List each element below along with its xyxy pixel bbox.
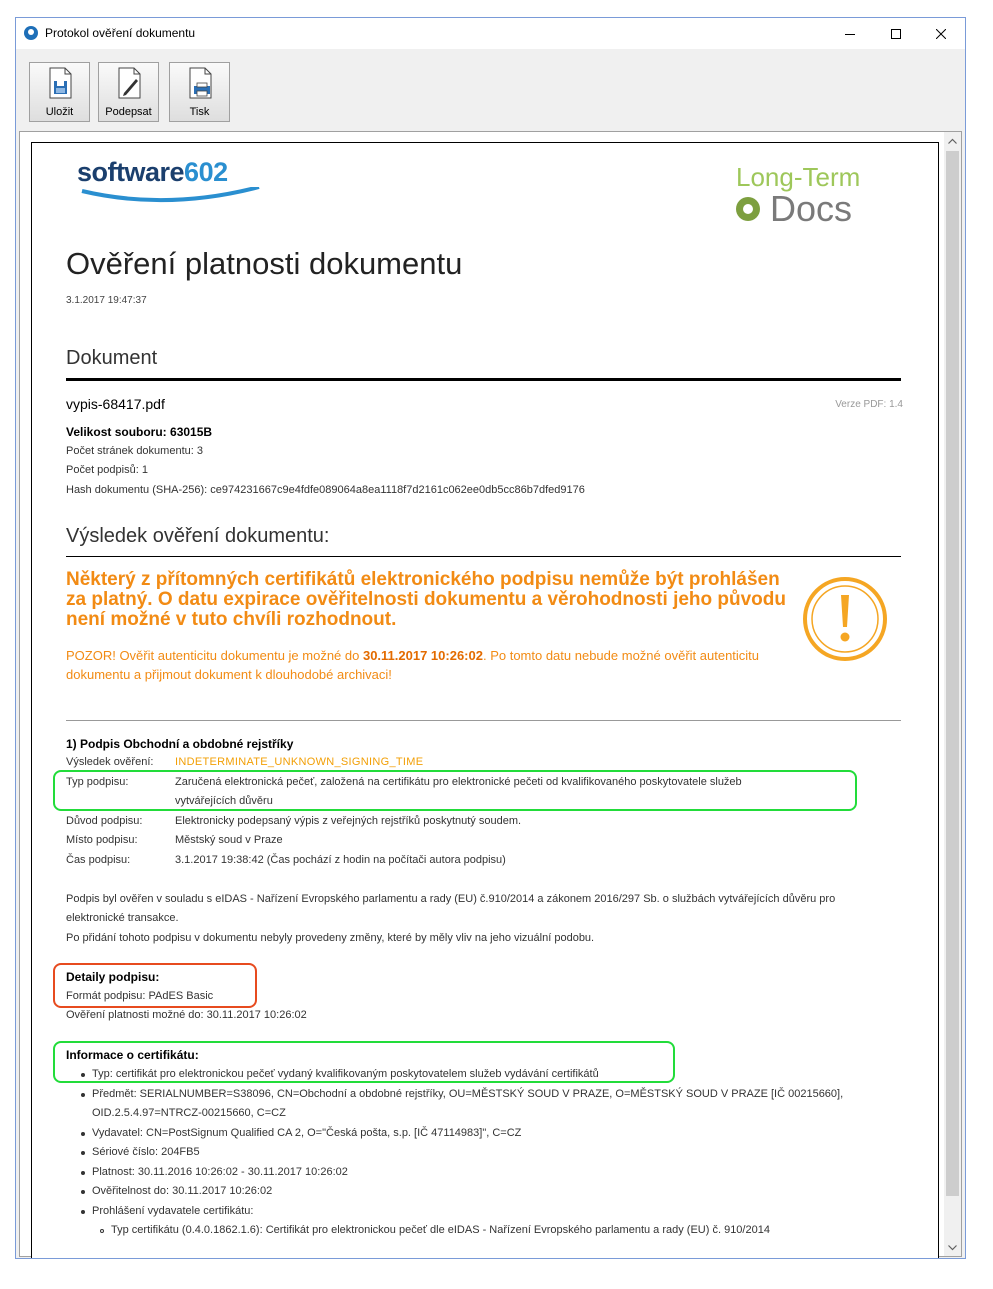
page-title: Ověření platnosti dokumentu	[66, 246, 463, 281]
close-icon	[936, 29, 946, 39]
sign-button[interactable]	[98, 62, 159, 122]
warning-notice: POZOR! Ověřit autenticitu dokumentu je možné do 30.11.2017 10:26:02. Po tomto datu nebude možné ověřit autenticitu dokumentu a přijmout dokument k dlouhodobé archivaci!	[66, 648, 760, 682]
unchanged-statement: Po přidání tohoto podpisu v dokumentu nebyly provedeny změny, které by měly vliv na jeho vizuální podobu.	[66, 932, 595, 944]
place-label: Místo podpisu:	[66, 834, 138, 846]
type-label: Typ podpisu:	[66, 776, 129, 788]
cert-subject-cont: OID.2.5.4.97=NTRCZ-00215660, C=CZ	[92, 1107, 286, 1119]
divider	[66, 556, 901, 557]
details-title: Detaily podpisu:	[66, 970, 160, 984]
bullet	[81, 1190, 85, 1194]
cert-statement-type: Typ certifikátu (0.4.0.1862.1.6): Certifikát pro elektronickou pečeť dle eIDAS - Nařízení Evropského parlamentu a rady (EU) č. 910/2014	[111, 1224, 770, 1236]
reason-label: Důvod podpisu:	[66, 815, 143, 827]
highlight-certificate-info	[53, 1041, 675, 1083]
maximize-button[interactable]	[873, 18, 918, 49]
place-value: Městský soud v Praze	[175, 834, 283, 846]
maximize-icon	[891, 29, 901, 39]
divider	[66, 720, 901, 721]
chevron-up-icon	[948, 138, 957, 144]
highlight-signature-details	[53, 963, 257, 1008]
sign-label: Podepsat	[105, 106, 152, 118]
warning-title: Některý z přítomných certifikátů elektronického podpisu nemůže být prohlášen za platný. O datu expirace ověřitelnosti dokumentu a věrohodnosti jeho původu není možné v tuto chvíli rozhodnout.	[66, 569, 786, 630]
file-size: Velikost souboru: 63015B	[66, 425, 213, 439]
app-icon	[24, 26, 38, 40]
signature-count: Počet podpisů: 1	[66, 464, 148, 476]
document-hash: Hash dokumentu (SHA-256): ce974231667c9e4fdfe089064a8ea1118f7d2161c062ee0db5cc86b7dfed9176	[66, 484, 585, 496]
save-label: Uložit	[45, 106, 74, 118]
divider	[66, 378, 901, 381]
file-name: vypis-68417.pdf	[66, 396, 165, 412]
minimize-button[interactable]	[827, 18, 872, 49]
result-label: Výsledek ověření:	[66, 756, 154, 768]
report-page	[31, 142, 939, 1259]
validity-date: Ověření platnosti možné do: 30.11.2017 10:26:02	[66, 1009, 307, 1021]
chevron-down-icon	[948, 1245, 957, 1251]
highlight-signature-type	[53, 770, 857, 811]
result-value: INDETERMINATE_UNKNOWN_SIGNING_TIME	[175, 756, 424, 768]
app-window	[15, 17, 966, 1259]
software602-logo: software602	[77, 157, 228, 188]
scroll-up-button[interactable]	[944, 132, 961, 149]
reason-value: Elektronicky podepsaný výpis z veřejných rejstříků poskytnutý soudem.	[175, 815, 522, 827]
time-label: Čas podpisu:	[66, 854, 131, 866]
vertical-scrollbar[interactable]	[944, 132, 961, 1256]
report-date: 3.1.2017 19:47:37	[66, 295, 147, 306]
close-button[interactable]	[918, 18, 963, 49]
save-button[interactable]	[29, 62, 90, 122]
cert-serial: Sériové číslo: 204FB5	[92, 1146, 200, 1158]
print-icon	[186, 67, 214, 99]
scroll-down-button[interactable]	[944, 1239, 961, 1256]
signature-format: Formát podpisu: PAdES Basic	[66, 990, 214, 1002]
cert-subject: Předmět: SERIALNUMBER=S38096, CN=Obchodní a obdobné rejstříky, OU=MĚSTSKÝ SOUD V PRAZE, O=MĚSTSKÝ SOUD V PRAZE [IČ 00215660],	[92, 1088, 844, 1100]
pdf-version: Verze PDF: 1.4	[835, 399, 903, 410]
bullet	[81, 1210, 85, 1214]
certificate-title: Informace o certifikátu:	[66, 1048, 199, 1062]
sub-bullet	[100, 1229, 104, 1233]
scrollbar-thumb[interactable]	[946, 151, 959, 1196]
save-icon	[46, 67, 74, 99]
type-value-cont: vytvářejících důvěru	[175, 795, 273, 807]
cert-issuer: Vydavatel: CN=PostSignum Qualified CA 2, O="Česká pošta, s.p. [IČ 47114983]", C=CZ	[92, 1127, 522, 1139]
title-bar	[16, 18, 965, 49]
sign-icon	[115, 67, 143, 99]
cert-verifiable-until: Ověřitelnost do: 30.11.2017 10:26:02	[92, 1185, 273, 1197]
document-viewer[interactable]	[19, 131, 962, 1257]
bullet	[81, 1151, 85, 1155]
print-button[interactable]	[169, 62, 230, 122]
window-title: Protokol ověření dokumentu	[45, 26, 196, 40]
page-count: Počet stránek dokumentu: 3	[66, 445, 203, 457]
toolbar	[16, 49, 965, 131]
cert-issuer-statement: Prohlášení vydavatele certifikátu:	[92, 1205, 254, 1217]
cert-type: Typ: certifikát pro elektronickou pečeť vydaný kvalifikovaným poskytovatelem služeb vydávání certifikátů	[92, 1068, 599, 1080]
time-value: 3.1.2017 19:38:42 (Čas pochází z hodin na počítači autora podpisu)	[175, 854, 506, 866]
document-heading: Dokument	[66, 347, 158, 369]
long-term-docs-logo: Long-Term Docs	[736, 162, 861, 229]
bullet	[81, 1093, 85, 1097]
bullet	[81, 1132, 85, 1136]
signature-title: 1) Podpis Obchodní a obdobné rejstříky	[66, 737, 294, 751]
eidas-statement: Podpis byl ověřen v souladu s eIDAS - Nařízení Evropského parlamentu a rady (EU) č.910/2014 a zákonem 2016/297 Sb. o službách vytvářejících důvěru pro	[66, 893, 836, 905]
result-heading: Výsledek ověření dokumentu:	[66, 525, 330, 547]
warning-icon	[801, 575, 889, 663]
cert-validity: Platnost: 30.11.2016 10:26:02 - 30.11.2017 10:26:02	[92, 1166, 348, 1178]
minimize-icon	[845, 29, 855, 39]
bullet	[81, 1171, 85, 1175]
print-label: Tisk	[189, 106, 210, 118]
eidas-statement-cont: elektronické transakce.	[66, 912, 179, 924]
type-value: Zaručená elektronická pečeť, založená na certifikátu pro elektronické pečeti od kvalifikovaného poskytovatele služeb	[175, 776, 742, 788]
